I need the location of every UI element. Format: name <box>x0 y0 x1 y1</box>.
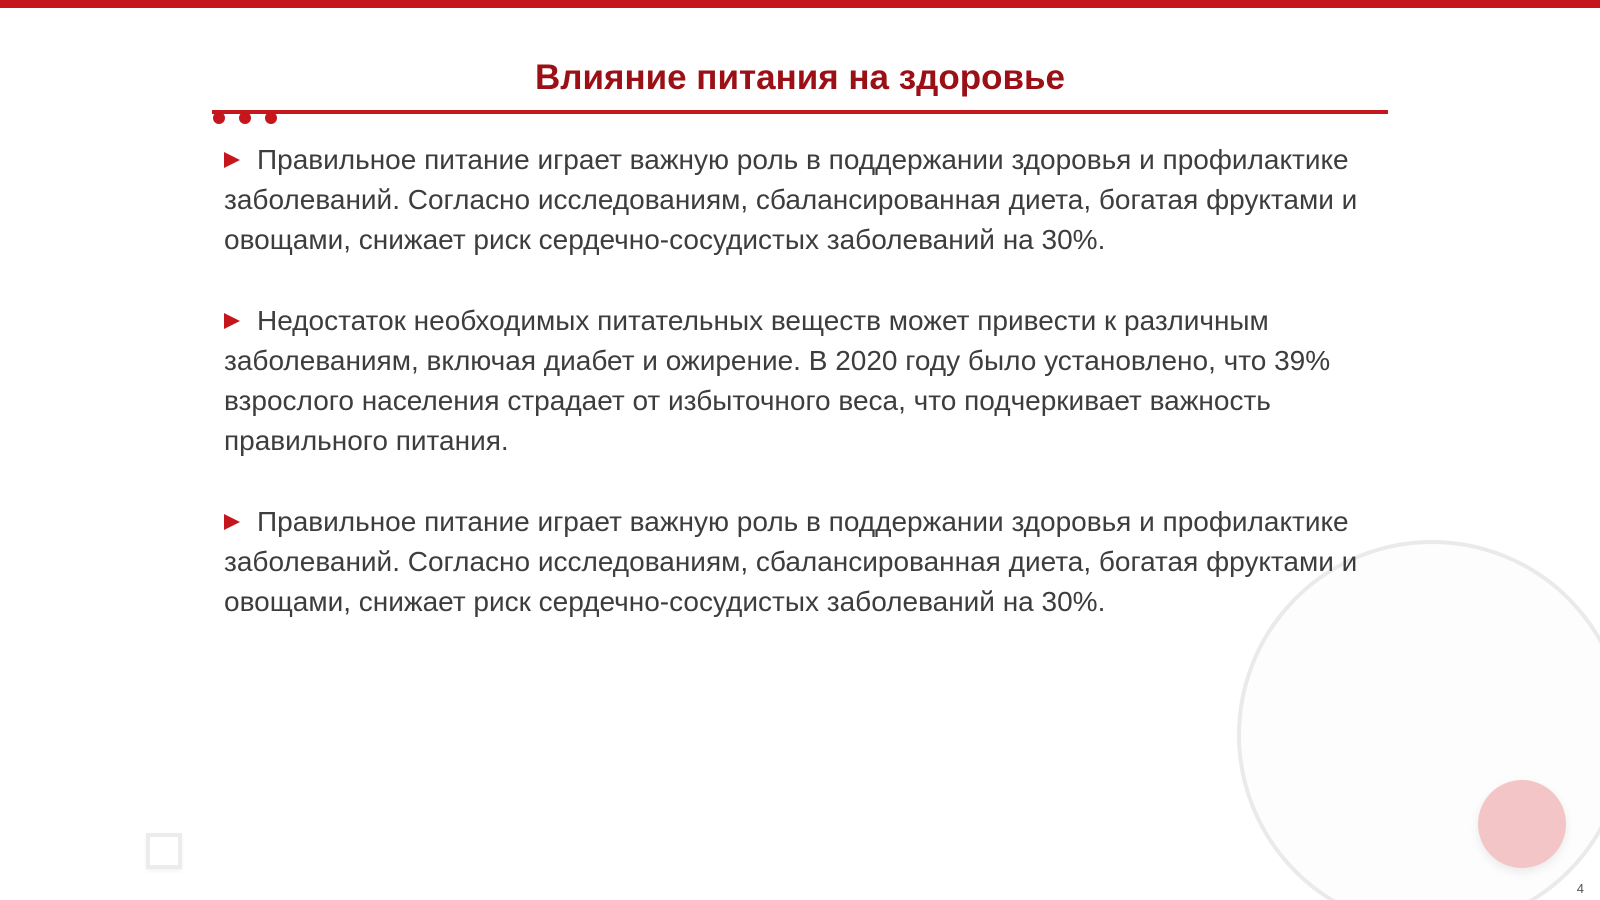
decorative-square <box>146 833 182 869</box>
bullet-text: Правильное питание играет важную роль в поддержании здоровья и профилактике заболеваний. Согласно исследованиям, сбалансированная диета, богатая фруктами и овощами, снижает риск сердечно-сосудистых заболеваний на 30%. <box>224 506 1358 617</box>
page-number: 4 <box>1576 881 1584 896</box>
decorative-dot <box>239 112 251 124</box>
bullet-text: Правильное питание играет важную роль в поддержании здоровья и профилактике заболеваний. Согласно исследованиям, сбалансированная диета, богатая фруктами и овощами, снижает риск сердечно-сосудистых заболеваний на 30%. <box>224 144 1358 255</box>
slide-title: Влияние питания на здоровье <box>535 58 1065 97</box>
bullet-text: Недостаток необходимых питательных веществ может привести к различным заболеваниям, включая диабет и ожирение. В 2020 году было установлено, что 39% взрослого населения страдает от избыточного веса, что подчеркивает важность правильного питания. <box>224 305 1331 456</box>
bullet-list <box>224 140 1384 663</box>
bullet-item <box>224 502 1384 622</box>
bullet-item <box>224 301 1384 461</box>
title-underline <box>212 110 1388 114</box>
decorative-circle-filled <box>1478 780 1566 868</box>
decorative-dot <box>213 112 225 124</box>
bullet-item <box>224 140 1384 260</box>
decorative-dot <box>265 112 277 124</box>
top-accent-bar <box>0 0 1600 8</box>
triangle-bullet-icon <box>224 152 240 168</box>
triangle-bullet-icon <box>224 514 240 530</box>
triangle-bullet-icon <box>224 313 240 329</box>
